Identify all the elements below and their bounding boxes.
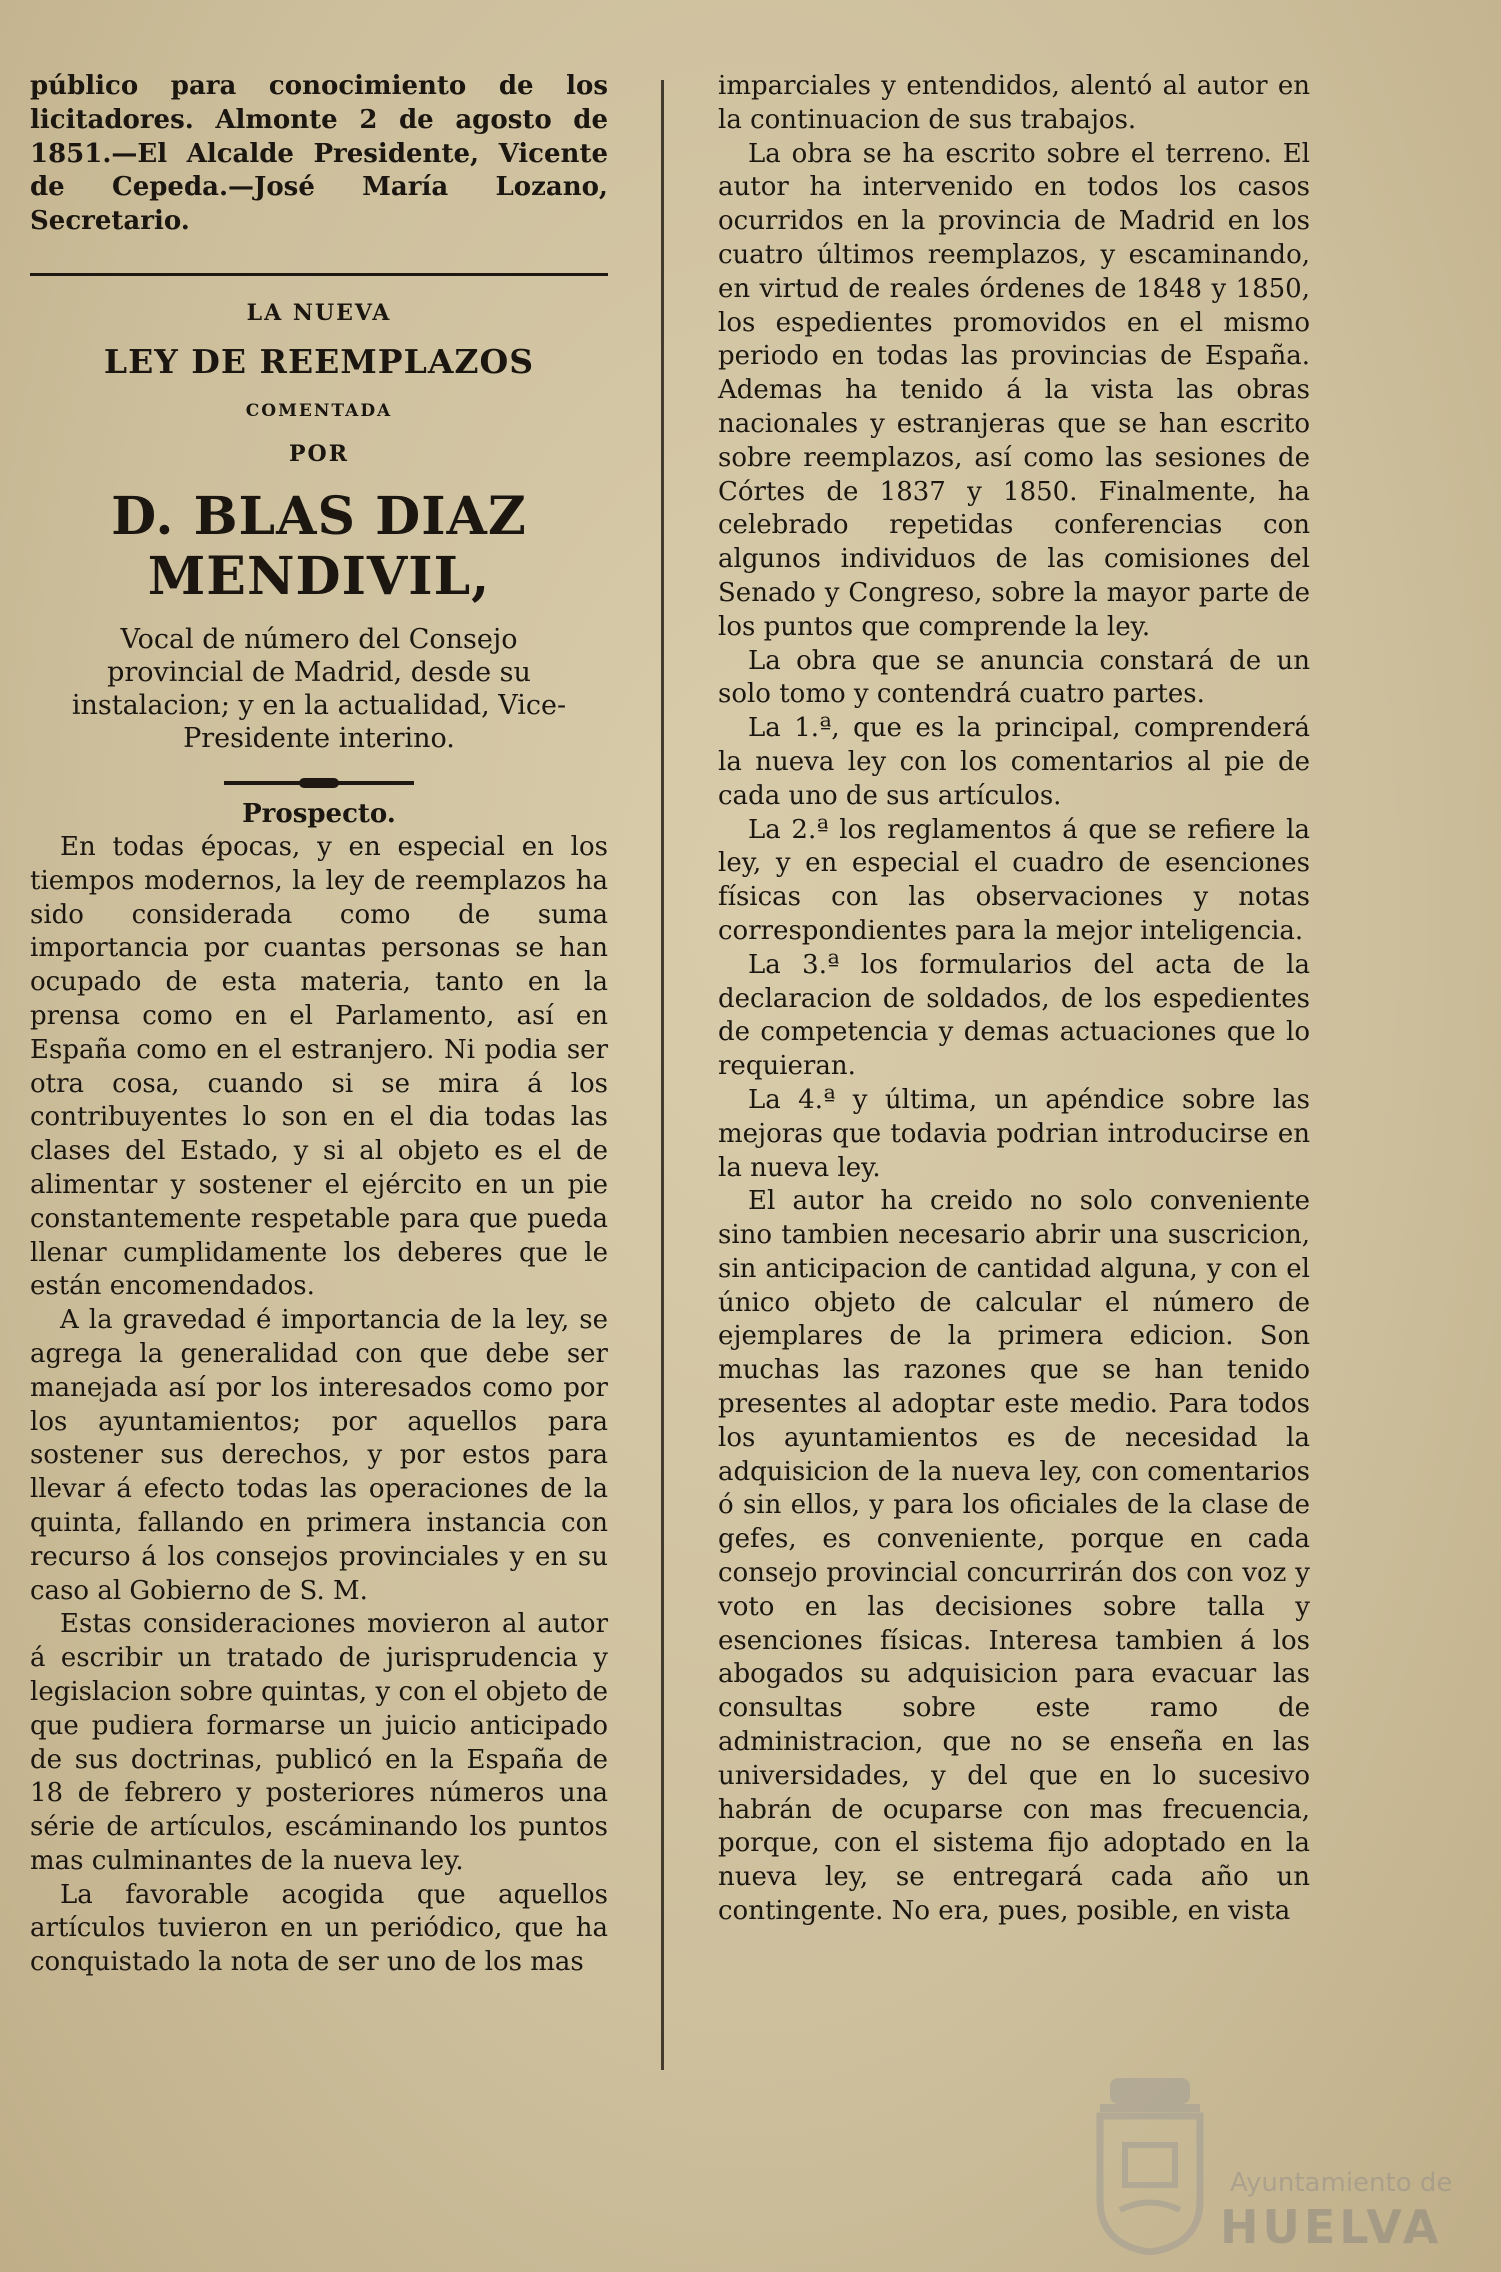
left-paragraph: A la gravedad é importancia de la ley, se agrega la generalidad con que debe ser manejada así por los interesados como por los ayuntamientos; por aquellos para sostener sus derechos, y por estos para llevar á efecto todas las operaciones de la quinta, fallando en primera instancia con recurso á los consejos provinciales y en su caso al Gobierno de S. M. bbox=[30, 1305, 608, 1606]
right-paragraph: La obra se ha escrito sobre el terreno. El autor ha intervenido en todos los casos ocurridos en la provincia de Madrid en los cuatro últimos reemplazos, y escaminando, en virtud de reales órdenes de 1848 y 1850, los espedientes promovidos en el mismo periodo en todas las provincias de España. Ademas ha tenido á la vista las obras nacionales y estranjeras que se han escrito sobre reemplazos, así como las sesiones de Córtes de 1837 y 1850. Finalmente, ha celebrado repetidas conferencias con algunos individuos de las comisiones del Senado y Congreso, sobre la mayor parte de los puntos que comprende la ley. bbox=[718, 138, 1310, 642]
section-rule bbox=[30, 273, 608, 276]
title-por: POR bbox=[289, 440, 349, 467]
watermark-line2: HUELVA bbox=[1220, 2200, 1443, 2254]
ornament-divider bbox=[224, 781, 414, 785]
right-paragraph: La 3.ª los formularios del acta de la declaracion de soldados, de los espedientes de competencia y demas actuaciones que lo requieran. bbox=[718, 949, 1310, 1082]
left-paragraph: Estas consideraciones movieron al autor á escribir un tratado de jurisprudencia y legislacion sobre quintas, y con el objeto de que pudiera formarse un juicio anticipado de sus doctrinas, publicó en la España de 18 de febrero y posteriores números una série de artículos, escáminando los puntos mas culminantes de la nueva ley. bbox=[30, 1609, 608, 1876]
column-divider bbox=[661, 80, 664, 2070]
title-comentada: COMENTADA bbox=[245, 400, 393, 421]
archive-watermark bbox=[1080, 2070, 1480, 2260]
right-paragraph: El autor ha creido no solo conveniente sino tambien necesario abrir una suscricion, sin anticipacion de cantidad alguna, y con el único objeto de calcular el número de ejemplares de la primera edicion. Son muchas las razones que se han tenido presentes al adoptar este medio. Para todos los ayuntamientos es de necesidad la adquisicion de la nueva ley, con comentarios ó sin ellos, y para los oficiales de la clase de gefes, es conveniente, porque en cada consejo provincial concurrirán dos con voz y voto en las decisiones sobre talla y esenciones físicas. Interesa tambien á los abogados su adquisicion para evacuar las consultas sobre este ramo de administracion, que no se enseña en las universidades, y del que en lo sucesivo habrán de ocuparse con mas frecuencia, porque, con el sistema fijo adoptado en la nueva ley, se entregará cada año un contingente. No era, pues, posible, en vista bbox=[718, 1186, 1310, 1927]
intro-notice: público para conocimiento de los licitadores. Almonte 2 de agosto de 1851.—El Alcalde Presidente, Vicente de Cepeda.—José María Lozano, Secretario. bbox=[30, 71, 608, 237]
author-role: Vocal de número del Consejo provincial de Madrid, desde su instalacion; y en la actualidad, Vice-Presidente interino. bbox=[71, 623, 567, 754]
title-ley-de-reemplazos: LEY DE REEMPLAZOS bbox=[103, 341, 535, 381]
right-paragraph: imparciales y entendidos, alentó al autor en la continuacion de sus trabajos. bbox=[718, 71, 1310, 135]
title-la-nueva: LA NUEVA bbox=[246, 299, 392, 326]
left-paragraph: En todas épocas, y en especial en los tiempos modernos, la ley de reemplazos ha sido considerada como de suma importancia por cuantas personas se han ocupado de esta materia, tanto en la prensa como en el Parlamento, así en España como en el estranjero. Ni podia ser otra cosa, cuando si se mira á los contribuyentes lo son en el dia todas las clases del Estado, y si al objeto es el de alimentar y sostener el ejército en un pie constantemente respetable para que pueda llenar cumplidamente los deberes que le están encomendados. bbox=[30, 831, 608, 1302]
right-paragraph: La 1.ª, que es la principal, comprenderá la nueva ley con los comentarios al pie de cada uno de sus artículos. bbox=[718, 713, 1310, 811]
right-paragraph: La 2.ª los reglamentos á que se refiere la ley, y en especial el cuadro de esenciones físicas con las observaciones y notas correspondientes para la mejor inteligencia. bbox=[718, 814, 1310, 946]
prospecto-heading: Prospecto. bbox=[242, 798, 396, 829]
left-paragraph: La favorable acogida que aquellos artículos tuvieron en un periódico, que ha conquistado la nota de ser uno de los mas bbox=[30, 1879, 608, 1978]
right-column bbox=[718, 70, 1310, 1929]
watermark-line1: Ayuntamiento de bbox=[1230, 2168, 1453, 2198]
right-paragraph: La obra que se anuncia constará de un solo tomo y contendrá cuatro partes. bbox=[718, 645, 1310, 710]
right-paragraph: La 4.ª y última, un apéndice sobre las mejoras que todavia podrian introducirse en la nueva ley. bbox=[718, 1084, 1310, 1183]
author-name: D. BLAS DIAZ MENDIVIL, bbox=[111, 485, 527, 607]
left-column bbox=[30, 70, 608, 1980]
city-shield-icon bbox=[1090, 2070, 1210, 2255]
